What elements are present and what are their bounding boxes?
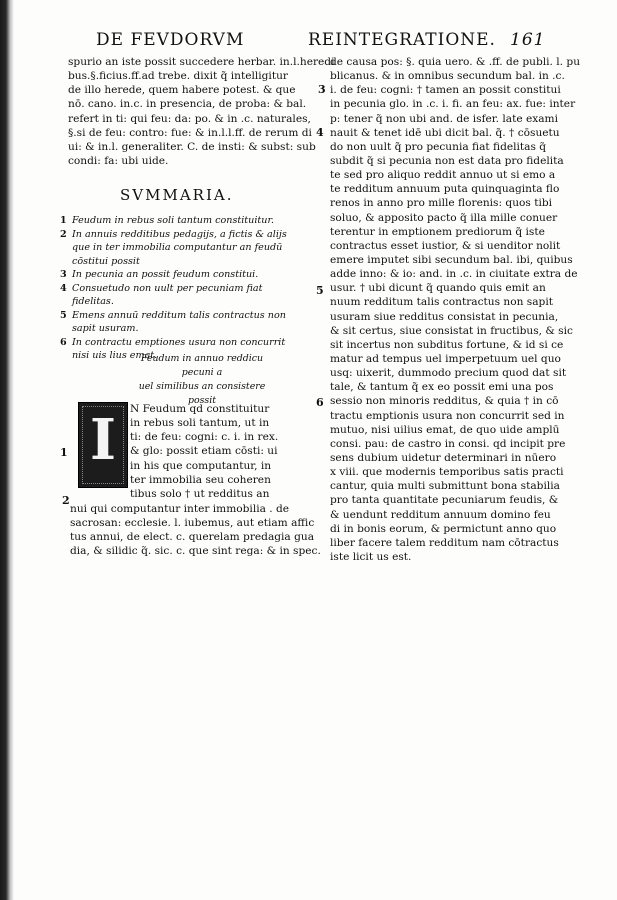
text-line: emere imputet sibi secundum bal. ibi, quibus <box>330 253 573 266</box>
text-line: sacrosan: ecclesie. l. iubemus, aut etiam affic <box>70 517 315 530</box>
text-line: refert in ti: qui feu: da: po. & in .c. naturales, <box>68 112 311 125</box>
text-line: matur ad tempus uel imperpetuum uel quo <box>330 352 561 365</box>
summaria-item-text: In pecunia an possit feudum constitui. <box>72 269 259 280</box>
summaria-item-number: 5 <box>60 309 67 321</box>
text-line: spurio an iste possit succedere herbar. in.l.heredi <box>68 56 335 68</box>
summaria-item-number: 2 <box>60 228 67 240</box>
text-line: & sit certus, siue consistat in fructibus, & sic <box>330 324 573 337</box>
text-line: ti: de feu: cogni: c. i. in rex. <box>130 431 279 444</box>
text-line: soluo, & apposito pacto q̃ illa mille conuer <box>330 211 558 224</box>
summaria-item <box>60 282 300 309</box>
text-line: subdit q̃ si pecunia non est data pro fidelita <box>330 154 564 167</box>
text-line: sessio non minoris redditus, & quia † in cō <box>330 395 559 408</box>
text-line: tibus solo † ut redditus an <box>130 487 270 500</box>
summaria-item <box>60 309 300 336</box>
text-line: ter immobilia seu coheren <box>130 473 271 486</box>
text-line: nuum redditum talis contractus non sapit <box>330 296 553 309</box>
header-left-title: DE FEVDORVM <box>96 30 245 50</box>
rubric-line: possit <box>187 395 217 406</box>
summaria-item-number: 1 <box>60 215 67 226</box>
margin-number: 1 <box>60 446 68 459</box>
summaria-item <box>60 268 300 282</box>
text-line: in rebus soli tantum, ut in <box>130 417 270 430</box>
text-line: di in bonis eorum, & permictunt anno quo <box>330 522 557 535</box>
text-line: bus.§.ficius.ff.ad trebe. dixit q̃ intelligitur <box>68 70 288 83</box>
text-line: in pecunia glo. in .c. i. fi. an feu: ax. fue: inter <box>330 98 576 111</box>
text-line: nō. cano. in.c. in presencia, de proba: & bal. <box>68 98 307 111</box>
text-line: contractus esset iustior, & si uenditor nolit <box>330 239 561 252</box>
text-line: cantur, quia multi submittunt bona stabilia <box>330 480 560 493</box>
right-column <box>330 55 581 564</box>
summaria-item-number: 6 <box>60 336 67 348</box>
text-line: §.si de feu: contro: fue: & in.l.l.ff. de rerum di <box>68 126 312 139</box>
summaria-item-number: 3 <box>60 269 67 280</box>
summaria-item-text: In contractu emptiones usura non concurrit nisi uis lius emat. <box>72 336 286 361</box>
text-line: iste licit us est. <box>330 550 412 563</box>
body-beside-initial <box>130 402 310 501</box>
header-right-title: REINTEGRATIONE. <box>308 30 496 50</box>
decorated-initial <box>78 402 128 488</box>
text-line: dia, & silidic q̃. sic. c. que sint rega: & in spec. <box>70 545 321 558</box>
margin-number: 3 <box>318 83 326 96</box>
left-column-top <box>68 55 335 168</box>
text-line: pro tanta quantitate pecuniarum feudis, & <box>330 494 559 507</box>
text-line: sit incertus non subditus fortune, & id si ce <box>330 338 564 351</box>
summaria-item-text: Feudum in rebus soli tantum constituitur. <box>72 215 275 226</box>
summaria-item <box>60 228 300 269</box>
text-line: adde inno: & io: and. in .c. in ciuitate extra de <box>330 268 578 281</box>
text-line: renos in anno pro mille florenis: quos tibi <box>330 197 553 210</box>
binding-gutter <box>0 0 14 900</box>
margin-number: 6 <box>316 396 324 409</box>
text-line: de causa pos: §. quia uero. & .ff. de publi. l. pu <box>330 56 581 68</box>
text-line: i. de feu: cogni: † tamen an possit constitui <box>330 84 561 97</box>
summaria-heading: SVMMARIA. <box>120 186 234 204</box>
initial-letter: I <box>89 407 117 473</box>
section-rubric <box>132 352 272 408</box>
text-line: ui: & in.l. generaliter. C. de insti: & subst: sub <box>68 140 316 153</box>
text-line: tractu emptionis usura non concurrit sed in <box>330 409 565 422</box>
rubric-line: uel similibus an consistere <box>138 381 266 392</box>
text-line: condi: fa: ubi uide. <box>68 154 169 167</box>
text-line: liber facere talem redditum nam cōtractus <box>330 536 559 549</box>
text-line: mutuo, nisi uilius emat, de quo uide amplū <box>330 423 560 436</box>
rubric-line: Feudum in annuo reddicu pecuni a <box>140 353 264 378</box>
text-line: tale, & tantum q̃ ex eo possit emi una pos <box>330 381 554 394</box>
summaria-list <box>60 214 300 363</box>
text-line: x viii. que modernis temporibus satis practi <box>330 466 564 479</box>
margin-number: 4 <box>316 126 324 139</box>
text-line: do non uult q̃ pro pecunia fiat fidelitas q̃ <box>330 140 547 153</box>
text-line: N Feudum qd constituitur <box>130 403 270 415</box>
margin-number: 5 <box>316 284 324 297</box>
text-line: terentur in emptionem prediorum q̃ iste <box>330 225 545 238</box>
summaria-item-text: Emens annuū redditum talis contractus non sapit usuram. <box>72 309 286 334</box>
text-line: nui qui computantur inter immobilia . de <box>70 503 290 515</box>
running-header <box>96 30 556 52</box>
text-line: te sed pro aliquo reddit annuo ut si emo a <box>330 169 556 182</box>
text-line: nauit & tenet idē ubi dicit bal. q̃. † cōsuetu <box>330 126 560 139</box>
text-line: p: tener q̃ non ubi and. de isfer. late exami <box>330 112 558 125</box>
text-line: de illo herede, quem habere potest. & que <box>68 84 296 97</box>
text-line: & glo: possit etiam cōsti: ui <box>130 445 278 458</box>
text-line: in his que computantur, in <box>130 459 272 472</box>
summaria-item-text: Consuetudo non uult per pecuniam fiat fidelitas. <box>72 282 263 307</box>
text-line: te redditum annuum puta quinquaginta flo <box>330 183 560 196</box>
text-line: usuram siue redditus consistat in pecunia, <box>330 310 559 323</box>
text-line: tus annui, de elect. c. querelam predagia gua <box>70 531 315 544</box>
text-line: blicanus. & in omnibus secundum bal. in .c. <box>330 70 565 83</box>
text-line: usq: uixerit, dummodo precium quod dat sit <box>330 367 567 380</box>
text-line: consi. pau: de castro in consi. qd incipit pre <box>330 437 566 450</box>
body-below-initial <box>70 502 321 559</box>
page-number: 161 <box>510 30 546 50</box>
summaria-item-number: 4 <box>60 282 67 294</box>
summaria-item <box>60 214 300 228</box>
text-line: & uendunt redditum annuum domino feu <box>330 508 551 521</box>
text-line: sens dubium uidetur determinari in nūero <box>330 451 557 464</box>
margin-number: 2 <box>62 494 70 507</box>
summaria-item-text: In annuis redditibus pedagijs, a fictis & alijs que in ter immobilia computantur an feudū cōstitui possit <box>72 228 287 267</box>
text-line: usur. † ubi dicunt q̃ quando quis emit an <box>330 282 546 295</box>
